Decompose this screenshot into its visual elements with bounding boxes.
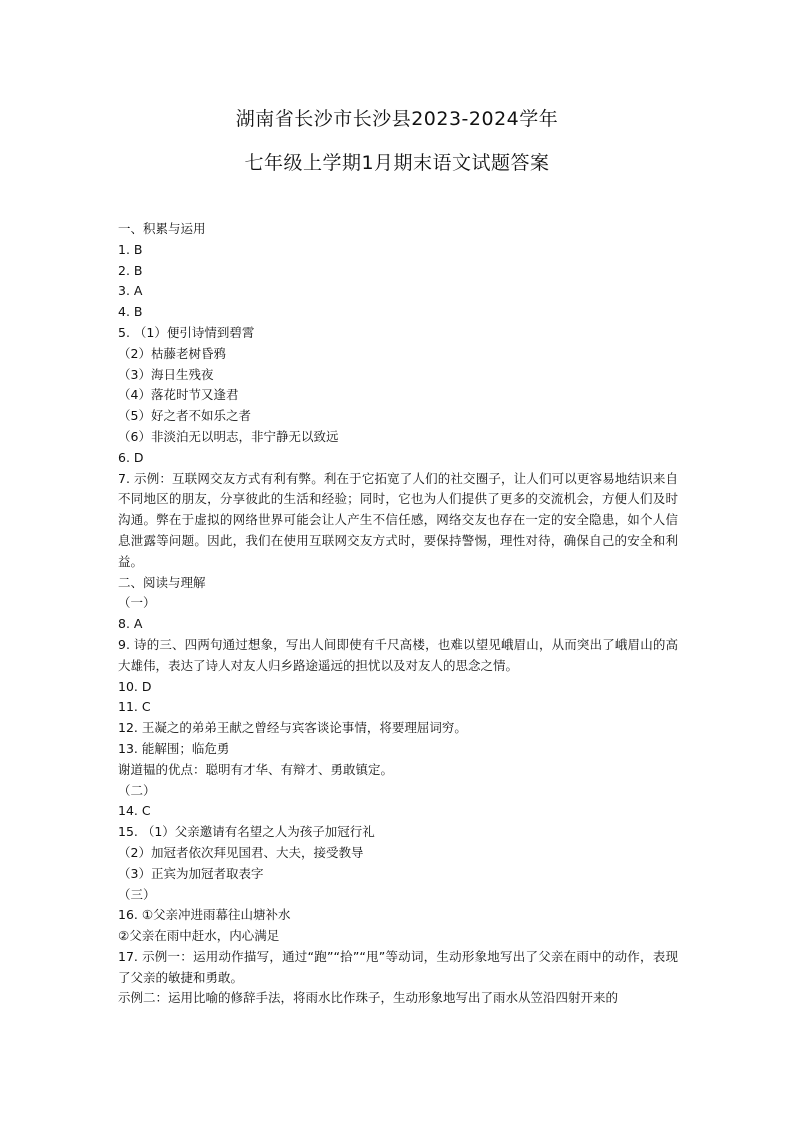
answer-paragraph: 17. 示例一：运用动作描写，通过“跑”“拾”“甩”等动词，生动形象地写出了父亲在雨中的动作，表现了父亲的敏捷和勇敢。 — [118, 948, 678, 985]
answer-line: 4. B — [118, 304, 143, 320]
answer-line: 2. B — [118, 262, 143, 278]
answer-line: （3）海日生残夜 — [118, 366, 214, 382]
document-title-line-1: 湖南省长沙市长沙县2023-2024学年 — [235, 108, 559, 130]
answer-body — [118, 219, 678, 1009]
subsection-heading: （一） — [118, 595, 156, 611]
answer-line: 13. 能解围；临危勇 — [118, 740, 230, 756]
answer-line: 3. A — [118, 283, 143, 299]
section-heading: 一、积累与运用 — [118, 221, 206, 236]
answer-line: （5）好之者不如乐之者 — [118, 408, 251, 424]
answer-line: （3）正宾为加冠者取表字 — [118, 865, 264, 881]
answer-line: 12. 王凝之的弟弟王献之曾经与宾客谈论事情，将要理屈词穷。 — [118, 720, 467, 736]
answer-paragraph: 7. 示例：互联网交友方式有利有弊。利在于它拓宽了人们的社交圈子，让人们可以更容易地结识来自不同地区的朋友，分享彼此的生活和经验；同时，它也为人们提供了更多的交流机会，方便人们及时沟通。弊在于虚拟的网络世界可能会让人产生不信任感，网络交友也存在一定的安全隐患，如个人信息泄露等问题。因此，我们在使用互联网交友方式时，要保持警惕，理性对待，确保自己的安全和利益。 — [118, 470, 678, 569]
answer-line: 11. C — [118, 699, 151, 715]
answer-line: 8. A — [118, 616, 143, 632]
answer-line: （2）加冠者依次拜见国君、大夫，接受教导 — [118, 844, 364, 860]
document-title-line-2: 七年级上学期1月期末语文试题答案 — [244, 152, 550, 174]
answer-line: （6）非淡泊无以明志，非宁静无以致远 — [118, 428, 339, 444]
section-heading: 二、阅读与理解 — [118, 574, 206, 590]
answer-line: 10. D — [118, 678, 152, 694]
answer-line: （2）枯藤老树昏鸦 — [118, 345, 226, 361]
answer-line: 14. C — [118, 803, 151, 819]
answer-paragraph: 9. 诗的三、四两句通过想象，写出人间即使有千尺高楼，也难以望见峨眉山，从而突出了峨眉山的高大雄伟，表达了诗人对友人归乡路途遥远的担忧以及对友人的思念之情。 — [118, 636, 678, 673]
answer-line: ②父亲在雨中赶水，内心满足 — [118, 928, 280, 944]
answer-line: 谢道韫的优点：聪明有才华、有辩才、勇敢镇定。 — [118, 761, 394, 777]
answer-line: 示例二：运用比喻的修辞手法，将雨水比作珠子，生动形象地写出了雨水从笠沿四射开来的 — [118, 990, 619, 1006]
answer-line: 16. ①父亲冲进雨幕往山塘补水 — [118, 907, 291, 923]
answer-line: 15. （1）父亲邀请有名望之人为孩子加冠行礼 — [118, 824, 375, 840]
answer-line: （4）落花时节又逢君 — [118, 387, 239, 403]
subsection-heading: （三） — [118, 886, 156, 902]
subsection-heading: （二） — [118, 782, 156, 798]
answer-line: 1. B — [118, 241, 143, 257]
answer-line: 5. （1）便引诗情到碧霄 — [118, 324, 255, 340]
answer-line: 6. D — [118, 449, 144, 465]
